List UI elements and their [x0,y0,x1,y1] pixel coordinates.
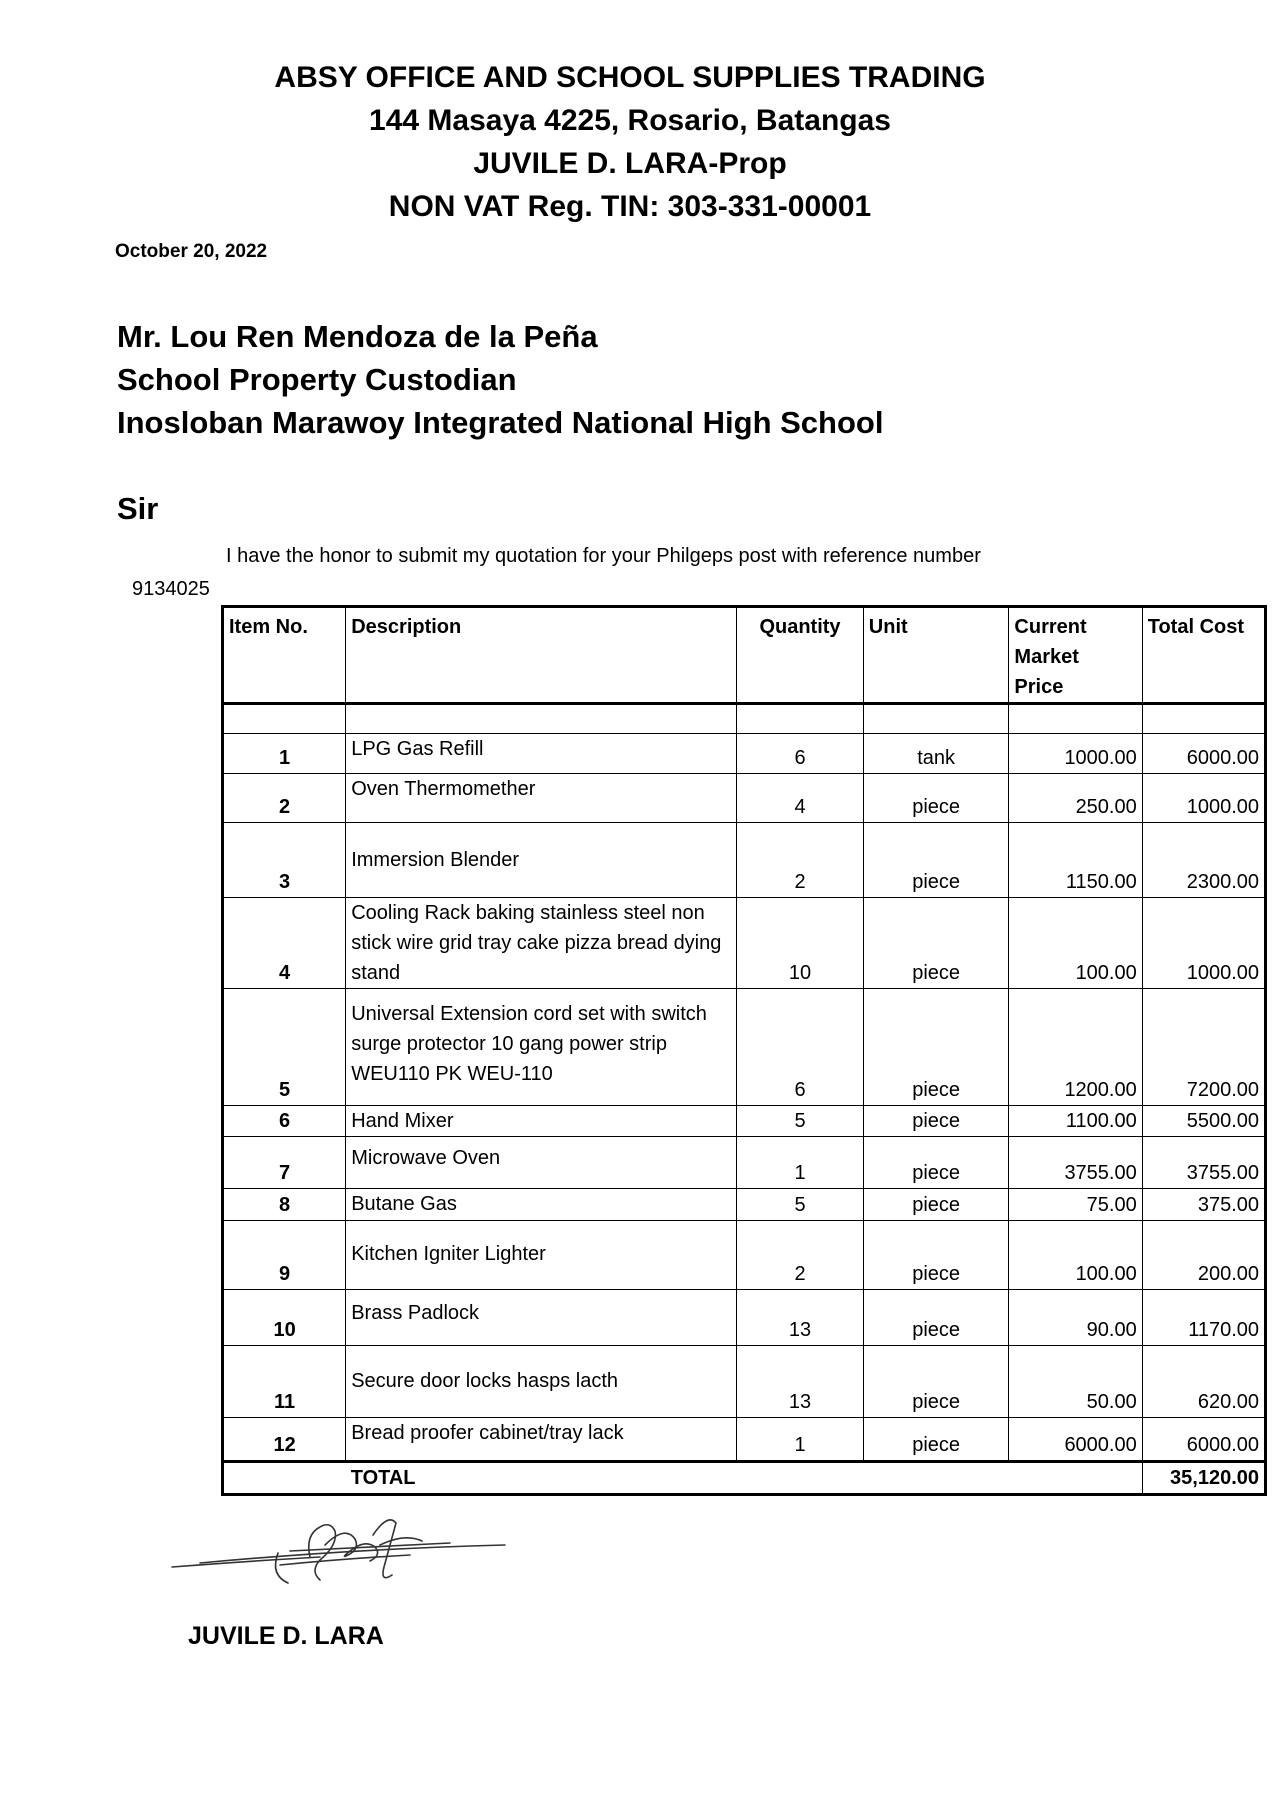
item-unit: piece [863,1189,1009,1221]
item-unit: piece [863,774,1009,823]
item-description: Butane Gas [346,1189,737,1221]
item-total: 3755.00 [1142,1137,1265,1189]
item-description: Bread proofer cabinet/tray lack [346,1418,737,1462]
header-item-no: Item No. [223,607,346,704]
item-description: Oven Thermomether [346,774,737,823]
item-description: Immersion Blender [346,823,737,898]
item-price: 1000.00 [1009,734,1142,774]
header-description: Description [346,607,737,704]
quotation-table [221,605,1267,1496]
header-price-line1: Current [1014,616,1087,638]
letter-date: October 20, 2022 [115,241,268,262]
item-no: 2 [223,774,346,823]
item-description: Secure door locks hasps lacth [346,1346,737,1418]
item-unit: piece [863,1346,1009,1418]
item-no: 10 [223,1290,346,1346]
item-description: Kitchen Igniter Lighter [346,1221,737,1290]
item-total: 6000.00 [1142,1418,1265,1462]
item-total: 6000.00 [1142,734,1265,774]
item-unit: piece [863,989,1009,1106]
item-unit: tank [863,734,1009,774]
signer-name: JUVILE D. LARA [188,1622,384,1650]
item-unit: piece [863,1106,1009,1137]
company-name: ABSY OFFICE AND SCHOOL SUPPLIES TRADING [274,61,986,94]
item-no: 6 [223,1106,346,1137]
proprietor: JUVILE D. LARA-Prop [473,147,787,180]
total-row [223,1462,1266,1495]
item-price: 1150.00 [1009,823,1142,898]
item-total: 200.00 [1142,1221,1265,1290]
table-row [223,1106,1266,1137]
item-total: 1000.00 [1142,774,1265,823]
item-quantity: 6 [737,734,864,774]
header-quantity: Quantity [737,607,864,704]
table-row [223,1189,1266,1221]
table-row [223,1346,1266,1418]
table-row [223,774,1266,823]
header-total: Total Cost [1142,607,1265,704]
letterhead [0,56,1260,228]
item-description: Microwave Oven [346,1137,737,1189]
item-no: 3 [223,823,346,898]
item-quantity: 6 [737,989,864,1106]
item-price: 1200.00 [1009,989,1142,1106]
item-no: 7 [223,1137,346,1189]
item-description: Brass Padlock [346,1290,737,1346]
item-total: 375.00 [1142,1189,1265,1221]
table-row [223,734,1266,774]
item-quantity: 5 [737,1189,864,1221]
item-price: 3755.00 [1009,1137,1142,1189]
item-no: 8 [223,1189,346,1221]
header-price-line2: Market [1014,646,1079,668]
item-price: 100.00 [1009,898,1142,989]
item-quantity: 10 [737,898,864,989]
item-quantity: 1 [737,1418,864,1462]
item-quantity: 1 [737,1137,864,1189]
item-total: 1170.00 [1142,1290,1265,1346]
item-price: 90.00 [1009,1290,1142,1346]
item-total: 2300.00 [1142,823,1265,898]
item-no: 4 [223,898,346,989]
table-row [223,898,1266,989]
header-price-line3: Price [1014,676,1064,698]
spacer-row [223,704,1266,734]
item-price: 1100.00 [1009,1106,1142,1137]
item-no: 11 [223,1346,346,1418]
item-unit: piece [863,1221,1009,1290]
salutation: Sir [117,491,159,526]
item-unit: piece [863,823,1009,898]
header-unit: Unit [863,607,1009,704]
item-no: 1 [223,734,346,774]
item-unit: piece [863,1290,1009,1346]
table-row [223,1290,1266,1346]
item-price: 75.00 [1009,1189,1142,1221]
item-description: Cooling Rack baking stainless steel non stick wire grid tray cake pizza bread dying stand [346,898,737,989]
item-quantity: 13 [737,1346,864,1418]
addressee-name: Mr. Lou Ren Mendoza de la Peña [117,319,598,354]
item-price: 100.00 [1009,1221,1142,1290]
item-quantity: 2 [737,823,864,898]
item-price: 250.00 [1009,774,1142,823]
item-unit: piece [863,1418,1009,1462]
body-text: I have the honor to submit my quotation for your Philgeps post with reference number [226,545,981,567]
tin-number: NON VAT Reg. TIN: 303-331-00001 [388,190,872,223]
total-value: 35,120.00 [1142,1462,1265,1495]
table-row [223,989,1266,1106]
item-price: 50.00 [1009,1346,1142,1418]
item-no: 12 [223,1418,346,1462]
item-description: LPG Gas Refill [346,734,737,774]
table-row [223,1221,1266,1290]
addressee-school: Inosloban Marawoy Integrated National High School [117,405,884,440]
item-price: 6000.00 [1009,1418,1142,1462]
header-price [1009,607,1142,704]
reference-number: 9134025 [132,578,210,600]
signature-image [170,1505,550,1595]
item-quantity: 4 [737,774,864,823]
item-no: 9 [223,1221,346,1290]
item-quantity: 2 [737,1221,864,1290]
item-description: Hand Mixer [346,1106,737,1137]
addressee-block [117,315,883,444]
item-total: 5500.00 [1142,1106,1265,1137]
company-address: 144 Masaya 4225, Rosario, Batangas [369,104,891,137]
item-description: Universal Extension cord set with switch surge protector 10 gang power strip WEU110 PK WEU-110 [346,989,737,1106]
total-label: TOTAL [346,1462,1143,1495]
table-header-row [223,607,1266,704]
item-quantity: 13 [737,1290,864,1346]
item-total: 7200.00 [1142,989,1265,1106]
item-total: 620.00 [1142,1346,1265,1418]
table-row [223,1418,1266,1462]
item-total: 1000.00 [1142,898,1265,989]
addressee-position: School Property Custodian [117,362,517,397]
item-no: 5 [223,989,346,1106]
table-row [223,1137,1266,1189]
item-quantity: 5 [737,1106,864,1137]
item-unit: piece [863,898,1009,989]
table-row [223,823,1266,898]
item-unit: piece [863,1137,1009,1189]
